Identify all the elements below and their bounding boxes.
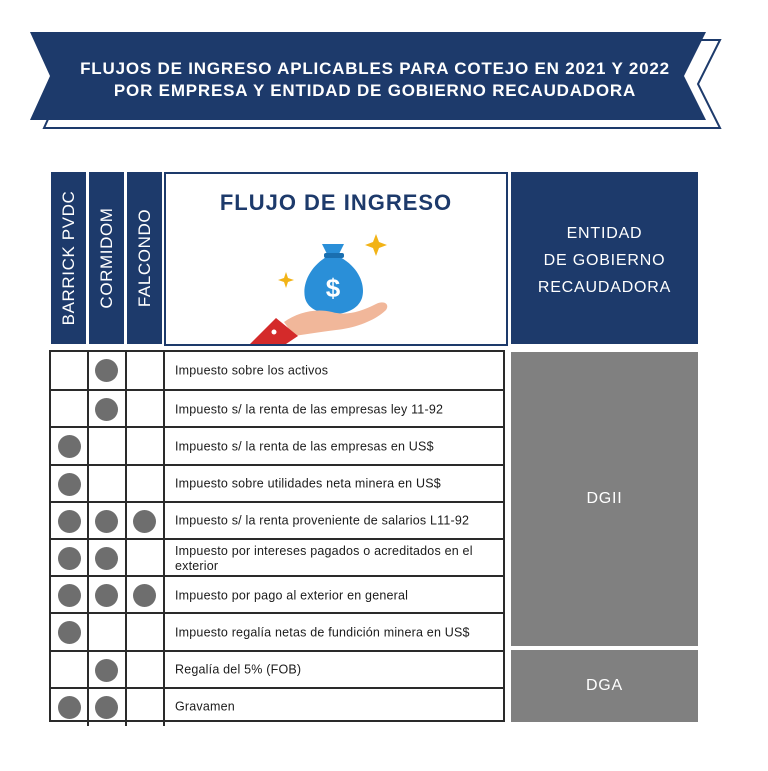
- flow-description-cell: [165, 540, 503, 577]
- company-header-cormidom: [89, 172, 124, 344]
- company-label-barrick: BARRICK PVDC: [58, 190, 78, 326]
- flow-description-cell: [165, 391, 503, 428]
- applies-dot-icon: [95, 659, 118, 682]
- table-row: [51, 426, 503, 465]
- table-row: [51, 687, 503, 726]
- table-row: [51, 389, 503, 428]
- flow-description: Impuesto sobre los activos: [175, 363, 329, 378]
- company-cell-cormidom: [87, 689, 127, 726]
- table-row: [51, 501, 503, 540]
- company-cell-falcondo: [125, 466, 165, 503]
- flow-description-cell: [165, 352, 503, 389]
- company-cell-falcondo: [125, 689, 165, 726]
- flow-description-cell: [165, 577, 503, 614]
- banner-title-line1: FLUJOS DE INGRESO APLICABLES PARA COTEJO EN 2021 Y 2022: [80, 59, 670, 78]
- applies-dot-icon: [58, 435, 81, 458]
- company-cell-cormidom: [87, 577, 127, 614]
- company-cell-barrick: [51, 689, 89, 726]
- company-cell-cormidom: [87, 352, 127, 389]
- flow-description-cell: [165, 689, 503, 726]
- company-label-cormidom: CORMIDOM: [96, 207, 116, 309]
- company-cell-falcondo: [125, 652, 165, 689]
- company-cell-barrick: [51, 652, 89, 689]
- flow-description: Impuesto sobre utilidades neta minera en US$: [175, 476, 441, 491]
- company-header-falcondo: [127, 172, 162, 344]
- company-cell-barrick: [51, 391, 89, 428]
- applies-dot-icon: [133, 584, 156, 607]
- flow-description: Impuesto s/ la renta proveniente de salarios L11-92: [175, 513, 470, 528]
- applies-dot-icon: [58, 510, 81, 533]
- company-cell-barrick: [51, 503, 89, 540]
- table-row: [51, 464, 503, 503]
- company-cell-falcondo: [125, 428, 165, 465]
- applies-dot-icon: [58, 584, 81, 607]
- company-cell-falcondo: [125, 540, 165, 577]
- flow-description: Impuesto por intereses pagados o acreditados en el exterior: [175, 543, 473, 573]
- table-row: [51, 575, 503, 614]
- entidad-header-line1: ENTIDAD: [566, 225, 643, 242]
- table-row: [51, 650, 503, 689]
- flujo-title: FLUJO DE INGRESO: [219, 190, 453, 215]
- company-cell-cormidom: [87, 540, 127, 577]
- banner-title-line2: POR EMPRESA Y ENTIDAD DE GOBIERNO RECAUDADORA: [113, 81, 637, 100]
- flow-description: Impuesto regalía netas de fundición minera en US$: [175, 625, 470, 640]
- company-cell-falcondo: [125, 503, 165, 540]
- entity-label: DGII: [586, 489, 623, 507]
- currency-symbol: $: [325, 273, 341, 303]
- company-cell-falcondo: [125, 391, 165, 428]
- company-cell-falcondo: [125, 614, 165, 651]
- company-cell-barrick: [51, 428, 89, 465]
- table-row: [51, 352, 503, 389]
- company-cell-barrick: [51, 352, 89, 389]
- applies-dot-icon: [95, 547, 118, 570]
- entity-label: DGA: [585, 676, 624, 694]
- money-bag-in-hand-icon: [236, 226, 436, 344]
- company-header-barrick: [51, 172, 86, 344]
- company-cell-falcondo: [125, 577, 165, 614]
- company-cell-cormidom: [87, 428, 127, 465]
- flujo-header: [164, 172, 508, 346]
- flow-description-cell: [165, 428, 503, 465]
- money-bag-tie: [324, 253, 344, 258]
- applies-dot-icon: [58, 621, 81, 644]
- applies-dot-icon: [58, 547, 81, 570]
- flow-description: Impuesto s/ la renta de las empresas en US$: [175, 439, 434, 454]
- entidad-header-text: [511, 220, 698, 301]
- company-cell-cormidom: [87, 466, 127, 503]
- applies-dot-icon: [58, 696, 81, 719]
- applies-dot-icon: [95, 359, 118, 382]
- applies-dot-icon: [95, 584, 118, 607]
- flow-description: Impuesto por pago al exterior en general: [175, 588, 409, 603]
- applies-dot-icon: [95, 510, 118, 533]
- entidad-header-line2: DE GOBIERNO: [543, 252, 666, 269]
- flow-description-cell: [165, 614, 503, 651]
- applies-dot-icon: [58, 473, 81, 496]
- flow-description: Impuesto s/ la renta de las empresas ley 11-92: [175, 402, 444, 417]
- entity-block-dga: [511, 650, 698, 722]
- applies-dot-icon: [95, 696, 118, 719]
- flow-description-cell: [165, 503, 503, 540]
- table-row: [51, 612, 503, 651]
- company-cell-cormidom: [87, 652, 127, 689]
- income-flow-table: [49, 350, 505, 722]
- sparkle-icon: [365, 234, 387, 256]
- flow-description-cell: [165, 466, 503, 503]
- flow-description: Gravamen: [175, 699, 235, 714]
- applies-dot-icon: [133, 510, 156, 533]
- banner-title: [60, 58, 690, 102]
- entidad-header-line3: RECAUDADORA: [537, 279, 672, 296]
- flow-description: Regalía del 5% (FOB): [175, 662, 302, 677]
- company-cell-cormidom: [87, 391, 127, 428]
- flow-description-cell: [165, 652, 503, 689]
- company-cell-barrick: [51, 540, 89, 577]
- company-cell-barrick: [51, 577, 89, 614]
- applies-dot-icon: [95, 398, 118, 421]
- table-row: [51, 538, 503, 577]
- company-cell-cormidom: [87, 614, 127, 651]
- company-cell-barrick: [51, 614, 89, 651]
- sparkle-icon: [278, 272, 294, 288]
- entity-block-dgii: [511, 352, 698, 646]
- entidad-header: [511, 172, 698, 344]
- company-cell-falcondo: [125, 352, 165, 389]
- company-label-falcondo: FALCONDO: [134, 208, 154, 308]
- sleeve-button: [272, 330, 277, 335]
- company-cell-cormidom: [87, 503, 127, 540]
- company-cell-barrick: [51, 466, 89, 503]
